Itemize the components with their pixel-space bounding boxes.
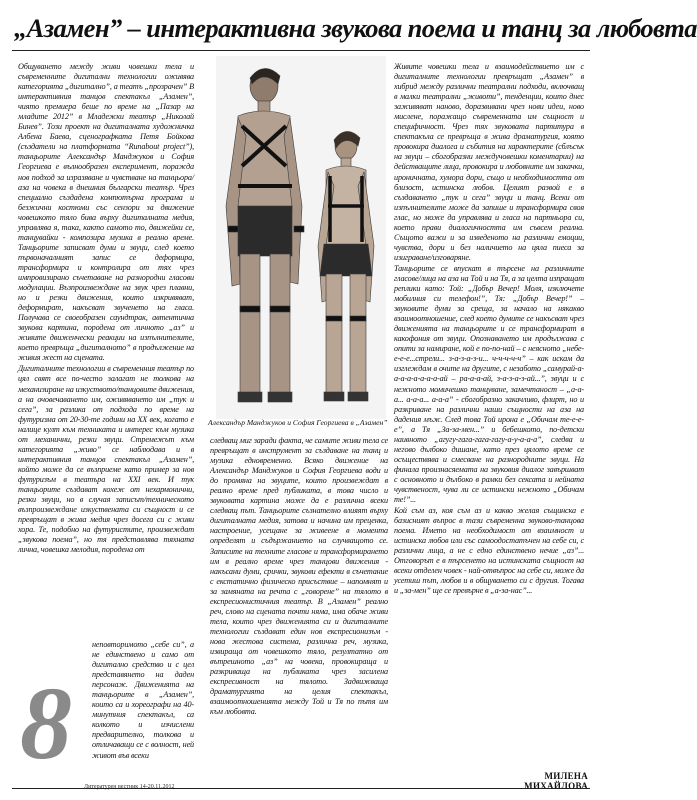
article-title: „Азамен” – интерактивна звукова поема и танц за любовта [14, 13, 697, 43]
bottom-rule [12, 788, 590, 789]
paragraph: неповторимото „себе си”, а не единствено и само от дигитално средство и с цел представянето на даден персонаж. Движенията на танцьорите в „Азамен”, които са и хореографи на 40-минутния спектакъл, са колкото и изчислени предварително, толкова и отличаващи се с волност, ней живот във всеки [92, 640, 194, 760]
dancers-photo [216, 56, 386, 419]
photo-caption: Александър Манджуков и София Георгиева в „Азамен” [208, 418, 388, 427]
page-number: 8 [20, 666, 72, 781]
paragraph: Живите човешки тела и взаимодействието им с дигиталните технологии превръщат „Азамен” в хибрид между различни театрални подходи, включващ в малки театрални „животи”, тенденции, които днес заживяват наново, доразвивани чрез нови идеи, ново мислене, поражащо съвременната им същност и специфичност. Чрез тях звуковата партитура в спектакъла се превръща в жива драматургия, която провокира диалога и събития на характерите (сблъсък на звуци – сбогобразни междучовешки коментарии) на действащите лица, провокира и любовните им закачки, ироничната, хумора дори, също и необходимостта от близост, истинска любов. Целият развой е в създаването „тук и сега” звуци и танц. Всеки от изпълнителите може да запише и трансформира своя глас, но може да управлява и гласа на партньора си, което прави диалогичността им съвсем реална. Същото важи и за изведеното на различни емоции, чувства, дори и без наличието на цяла пиеса за изиграване/изговаряне. [394, 62, 584, 262]
dancers-illustration [216, 56, 386, 419]
paragraph: Общуването между живи човешки тела и съвременните дигитални технологии оживява категорията „дигитално”, а театъ „прозрачен” В интерактивния танцов спектакъл „Азамен”, чиято премиера беше по време на „Пазар на младите 2012” в Младежки театър „Николай Бинев”. Този проект на дигиталната художничка Албена Баева, сценографката Петя Бойкова (създатели на платформата “Runabout project”), танцьорите Александър Манджуков и София Георгиева е вълнообразен експеримент, поражда нов подход за изразяване и чувстване на танцьора/аза на човека в днешния български театър. Чрез специално създадена компютърна програма и безжични костюми със сензори за движение човешкото тяло бива върху дигиталната медия, управлява я, така, както самото то, движейки се, танцувайки - композира музика в реално време. Танцьорите записват думи и звуци, след което първоначалният запис се деформира, трансформира и контролира от тях чрез импровизирано съчетаване на разнородни гласови модулации. Възпроизвеждане на звук чрез плавни, но и резки движения, които изкривяват, деформират, накъсват звученето на гласа. Получава се своеобразен саундтрак, автентична звукова картина, породена от личното „аз” и живите движенчески реакции на изпълнителите, което превръща „дигиталното” в продължение на живия жест на сцената. [18, 62, 194, 363]
paragraph: Танцьорите се впускат в търсене на различните гласове/лица на аза на Той и на Тя, а за целта изпращат реплики като: Той: „Добър Вечер! Моля, изключете мобилния си телефон!”, Тя: „Добър Вечер!” – звуковите думи за среща, за начало на някакво взаимоотношение, след което думите се накъсват чрез движенията на танцьорите и се трансформират в какофония от звуци. Опознаването им продължава с опити за намиране, кой е по-по-най – с неясното „небе-е-е-е...стрели... з-а-з-а-з-и... ч-ч-ч-ч-ч” – как искам да изглеждам в очите на другите, с незабото „самурай-а-а-а-а-а-а-а-а-ай – ра-а-а-ай, з-а-з-а-з-ай...”, звуци и с нежното момичешко танцуване, замечтаност – „а-а-а... а-а-а... а-а-а” - сбогобразно закачливо, флирт, но и разкриване на различни наши същности на аза на дадения мъж. След това Той ирона е „Обичам те-е-е-е”, а Тя „За-за-мен...” и бебешкото, по-детски наивното „агугу-гага-гага-гагу-а-у-а-а-а”, следва и негово дълбоко дишане, като през цялото време се осъществява и смесване на разнородните звуци. На финала произнасяемата на звуковия диалог завършват с основното и дълбоко в рамки без сексата и нейната чувственост, чува ли се истински нежното „Обичам те!”... [394, 263, 584, 505]
column-left-bottom [92, 640, 194, 762]
author-name: МИЛЕНА МИХАЙЛОВА [524, 771, 588, 791]
paragraph: Кой съм аз, коя съм аз и какво желая същинска е базисният въпрос в тази съвременна звуково-танцова поема. Името на необходимост от взаимност и истинска любов или със самоодостатъчен на себе си, с различни лица, а не с едно единствено нечие „аз”... Отговорът е в търсенето на истинската същност на всеки отделен човек - най-отвъпрос на себе си, може да усетиш път, любов и в общуването си с другия. Тогава и „за-мен” ще се превърне в „а-за-нас”... [394, 506, 584, 596]
title-rule [12, 50, 590, 51]
column-left [18, 62, 194, 662]
paragraph: Дигиталните технологии в съвременния театър по цял свят все по-често залагат не толкова на механизиране на изкуството/танцовите движения, а на очовечаването им, оживяването им „тук и сега”, за разлика от подхода по време на футуризма от 20-30-те години на XX век, когато е налице култ към техниката и интерес към музика от механични, резки звуци. Стремежът към категорията „живо” се наблюдава и в интерактивния танцов спектакъл „Азамен”, който може да се възприеме като пример за нов футуризъм в театъра на XXI век. И тук танцьорите създават кохеж от нехармонични, резки звуци, но в случая записът/техническото възпроизвеждане изкуствената си същност и се превръщат в жива медия чрез досега си с живи хора. Те, подобно на футуристите, произвеждат „звукова поема”, но тя представлява тяхната лична, човешка мелодия, породена от [18, 364, 194, 555]
issue-footer: Литературен вестник 14-20.11.2012 [84, 784, 175, 790]
paragraph: следващ миг заради факта, че самите живи тела се превръщат в инструмент за създаване на танц и музика едновременно. Всяко движение на Александър Манджуков и София Георгиева води и до промяна на звуците, които произвеждат в реално време пред публиката, в това число и звуковата картина може да е различна всеки следващ път. Танцьорите съзнателно влияят върху дигиталната медия, затова и начина им преценка, настроение, усещане за живеене в момента определят и съдържанието на случващото се. Записите на техните гласове и трансформирането им в реално време чрез танцови движения - накъсани думи, срички, звукови ефекти в съчетание с екстатично физическо присъствие – напомнят и за замяната на речта с „говорене” на тялото в експресионистичния театър. В „Азамен” реално реч, слово на сцената почти няма, има обаче живи тела, които чрез движенията си и дигиталните технологии създават един нов експресионизъм - нова жестова система, различна реч, музика, извираща от човешкото тяло, резултатно от вътрешното „аз” на човека, провокираща и разкриваща на публиката чрез засилена експресивност на тялото. Задвижваща драматургията на целия спектакъл, взаимоотношенията между Той и Тя по пътя им към любовта. [210, 436, 388, 717]
column-right [394, 62, 584, 762]
column-middle [210, 436, 388, 736]
